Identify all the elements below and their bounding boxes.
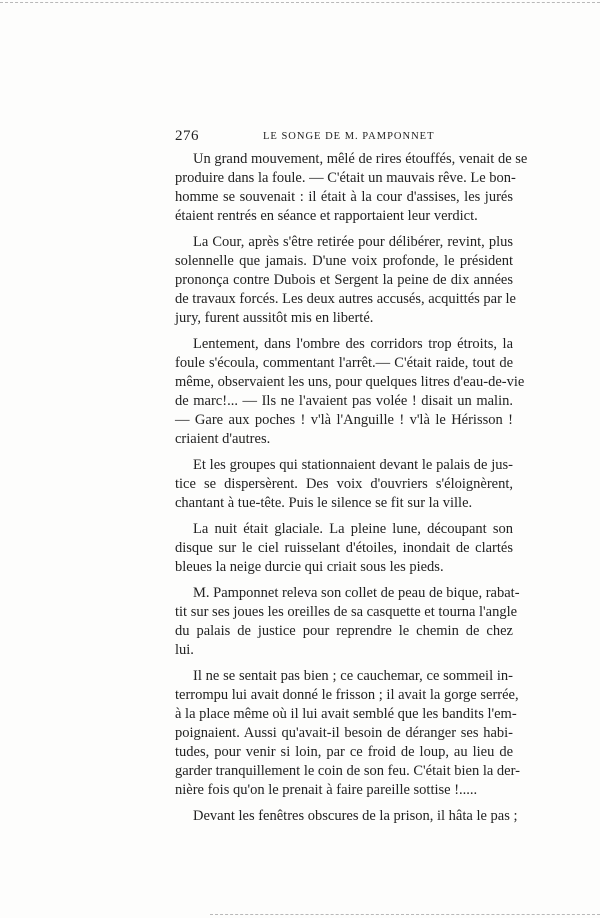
paragraph	[175, 456, 513, 513]
text-line: du palais de justice pour reprendre le chemin de chez	[175, 623, 513, 639]
paragraph	[175, 150, 528, 226]
text-line: de marc!... — Ils ne l'avaient pas volée ! disait un malin.	[175, 393, 513, 409]
text-line: disque sur le ciel ruisselant d'étoiles, inondait de clartés	[175, 540, 513, 556]
text-line: produire dans la foule. — C'était un mauvais rêve. Le bon-	[175, 170, 516, 186]
text-line: foule s'écoula, commentant l'arrêt.— C'était raide, tout de	[175, 355, 513, 371]
text-line: même, observaient les uns, pour quelques litres d'eau-de-vie	[175, 374, 525, 390]
text-line: Et les groupes qui stationnaient devant le palais de jus-	[193, 457, 513, 473]
text-line: Il ne se sentait pas bien ; ce cauchemar, ce sommeil in-	[193, 668, 513, 684]
text-line: solennelle que jamais. D'une voix profonde, le président	[175, 253, 513, 269]
text-line: terrompu lui avait donné le frisson ; il avait la gorge serrée,	[175, 687, 519, 703]
page-number: 276	[175, 128, 199, 144]
text-line: garder tranquillement le coin de son feu. C'était bien la der-	[175, 763, 520, 779]
text-line: jury, furent aussitôt mis en liberté.	[175, 310, 374, 326]
text-line: tudes, pour venir si loin, par ce froid de loup, au lieu de	[175, 744, 513, 760]
text-line: lui.	[175, 642, 194, 658]
running-head: LE SONGE DE M. PAMPONNET	[263, 131, 435, 142]
paragraph	[175, 584, 520, 660]
text-line: Un grand mouvement, mêlé de rires étouffés, venait de se	[193, 151, 528, 167]
text-line: Devant les fenêtres obscures de la prison, il hâta le pas ;	[193, 808, 518, 824]
text-line: à la place même où il lui avait semblé que les bandits l'em-	[175, 706, 517, 722]
text-line: étaient rentrés en séance et rapportaient leur verdict.	[175, 208, 478, 224]
paragraph	[175, 335, 525, 449]
page-edge-top	[0, 2, 600, 3]
text-line: Lentement, dans l'ombre des corridors trop étroits, la	[193, 336, 513, 352]
text-line: de travaux forcés. Les deux autres accusés, acquittés par le	[175, 291, 516, 307]
paragraph	[175, 807, 518, 826]
text-line: La nuit était glaciale. La pleine lune, découpant son	[193, 521, 513, 537]
text-line: poignaient. Aussi qu'avait-il besoin de déranger ses habi-	[175, 725, 513, 741]
text-line: — Gare aux poches ! v'là l'Anguille ! v'là le Hérisson !	[175, 412, 513, 428]
page-edge-bottom	[210, 914, 600, 915]
text-line: chantant à tue-tête. Puis le silence se fit sur la ville.	[175, 495, 473, 511]
text-line: nière fois qu'on le prenait à faire pareille sottise !.....	[175, 782, 478, 798]
page-header	[175, 128, 513, 146]
text-line: criaient d'autres.	[175, 431, 271, 447]
text-line: prononça contre Dubois et Sergent la peine de dix années	[175, 272, 513, 288]
paragraph	[175, 520, 513, 577]
text-line: M. Pamponnet releva son collet de peau de bique, rabat-	[193, 585, 520, 601]
text-line: bleues la neige durcie qui criait sous les pieds.	[175, 559, 444, 575]
paragraph	[175, 667, 520, 800]
text-line: tit sur ses joues les oreilles de sa casquette et tourna l'angle	[175, 604, 518, 620]
paragraph	[175, 233, 516, 328]
body-text	[175, 150, 528, 833]
text-line: La Cour, après s'être retirée pour délibérer, revint, plus	[193, 234, 513, 250]
text-line: tice se dispersèrent. Des voix d'ouvriers s'éloignèrent,	[175, 476, 513, 492]
text-line: homme se souvenait : il était à la cour d'assises, les jurés	[175, 189, 513, 205]
